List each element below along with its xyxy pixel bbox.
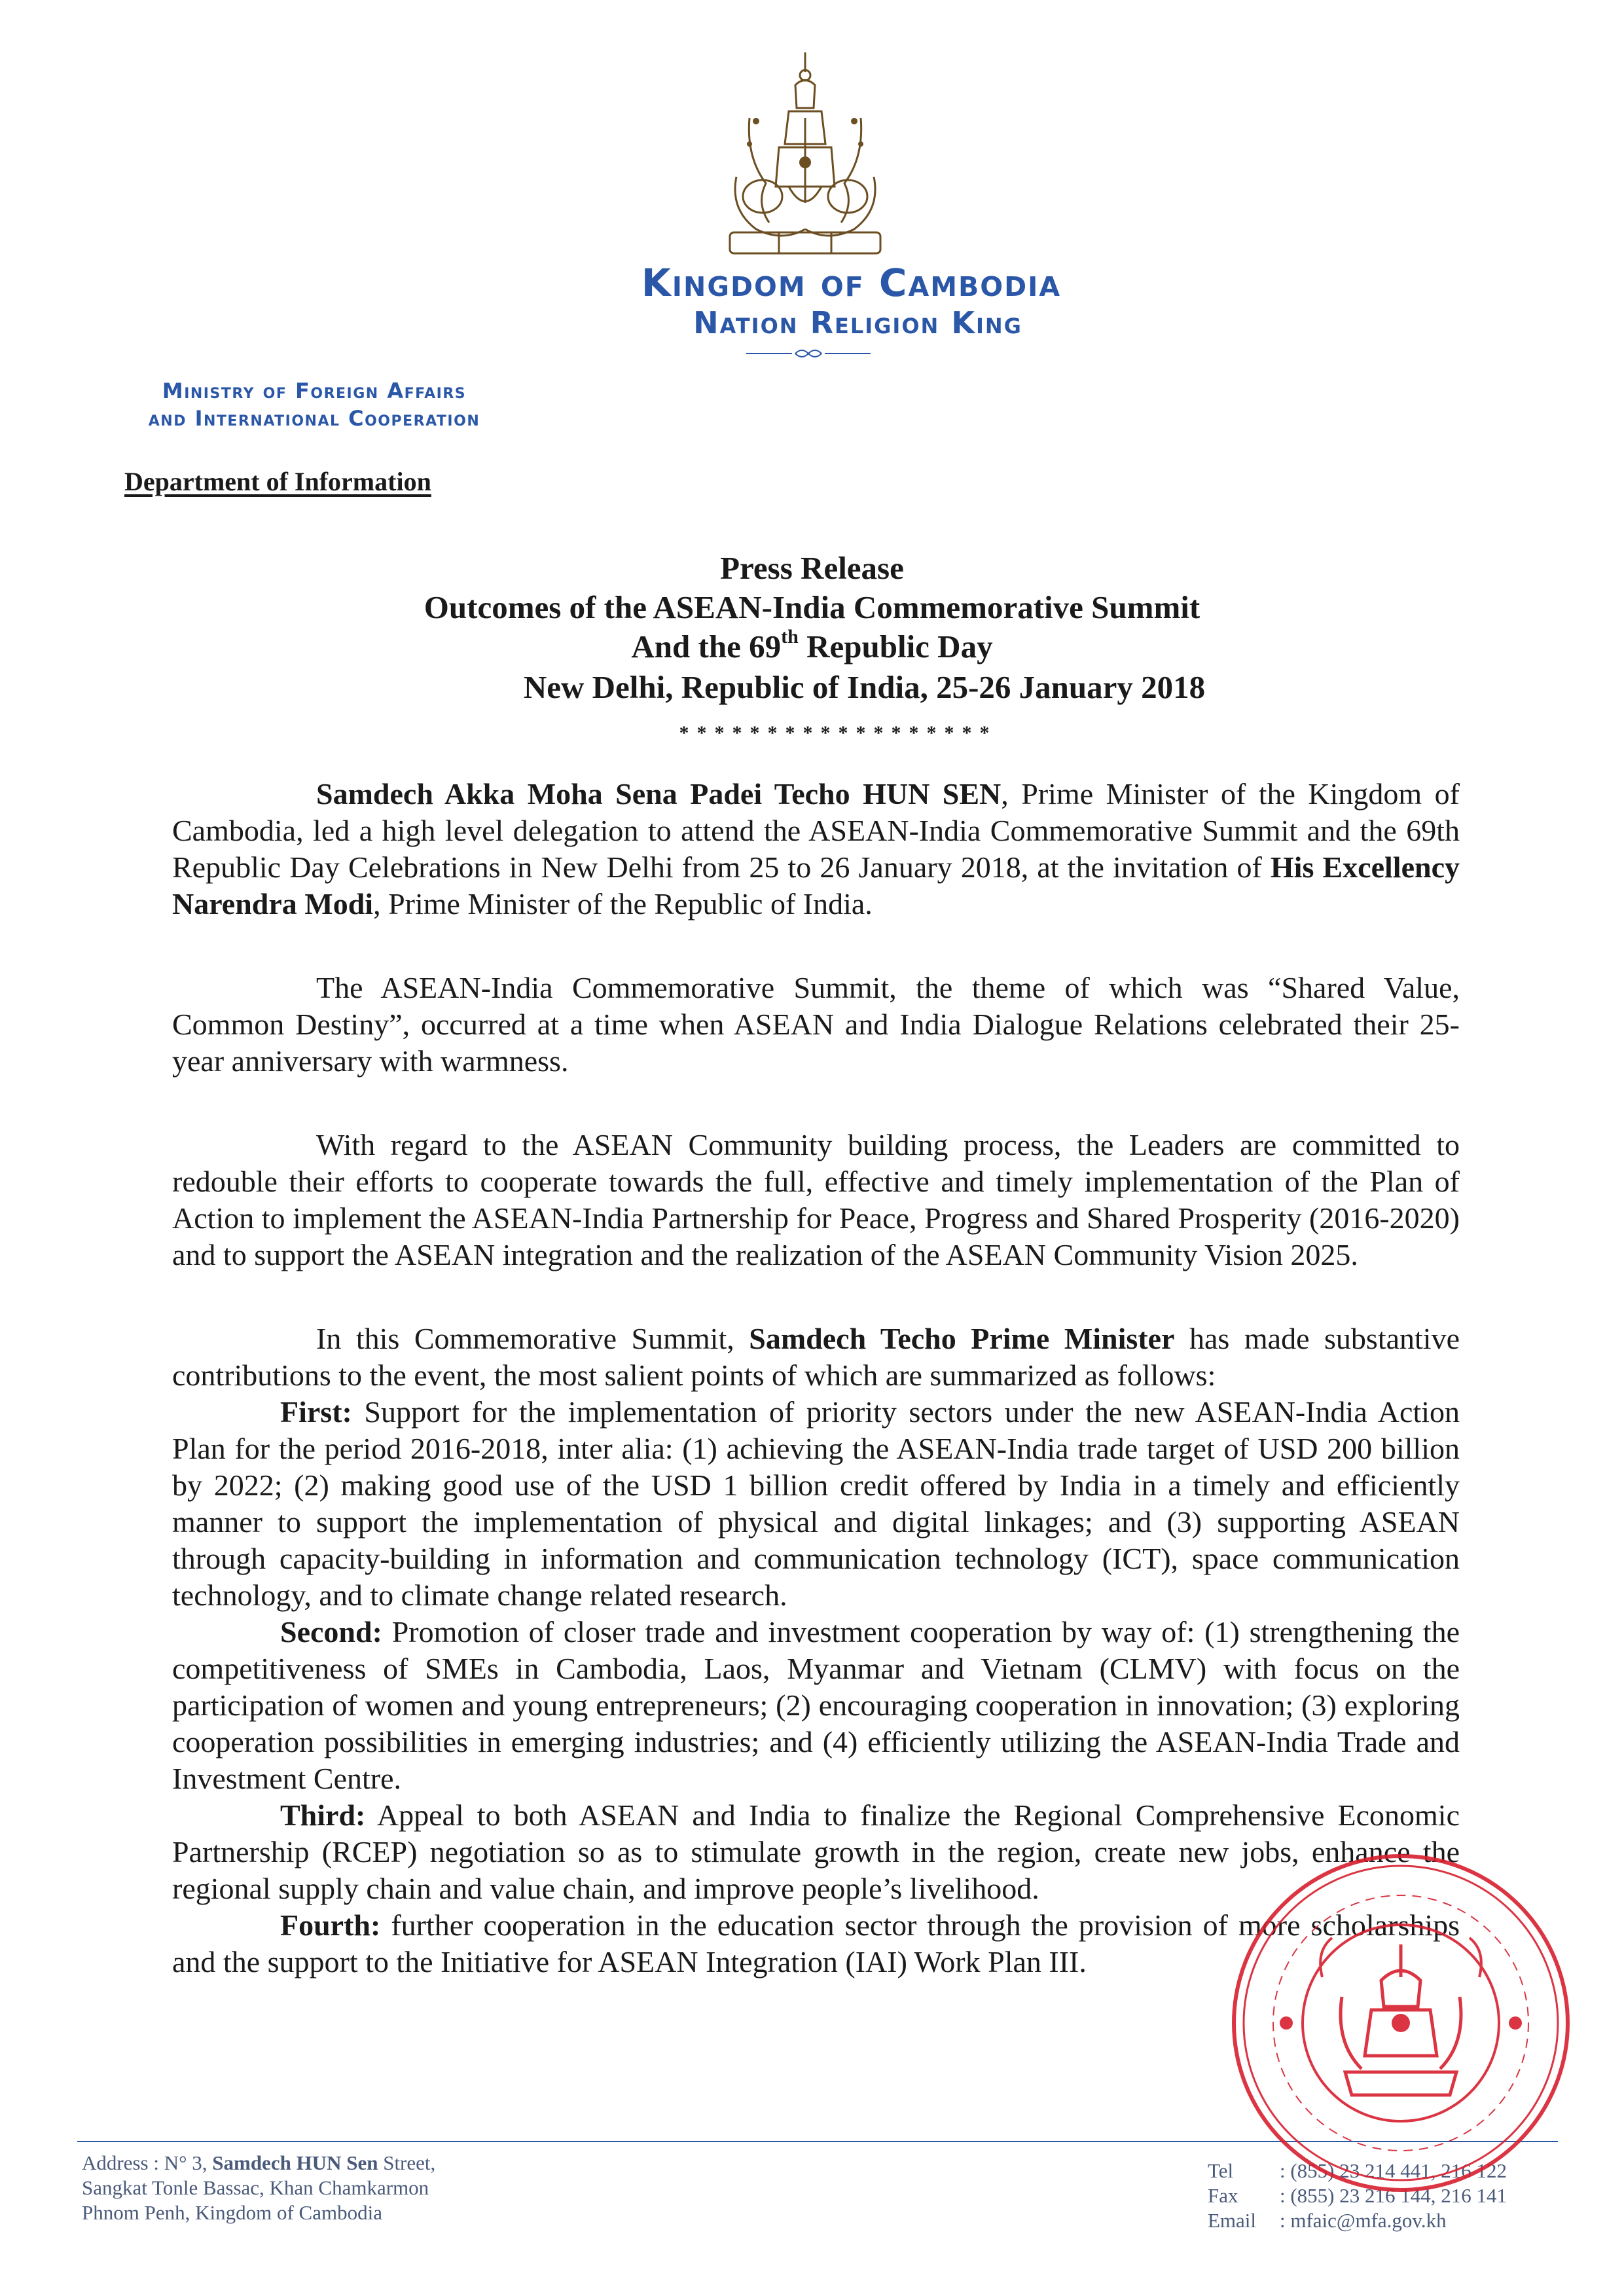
press-release-location-date: New Delhi, Republic of India, 25-26 January 2018 — [523, 669, 1206, 705]
title-line3-post: Republic Day — [798, 629, 993, 665]
point-second-text: Promotion of closer trade and investment cooperation by way of: (1) strengthening the competitiveness of SMEs in Cambodia, Laos, Myanmar and Vietnam (CLMV) with focus on the participation of women and young entrepreneurs; (2) encouraging cooperation in innovation; (3) exploring cooperation possibilities in emerging industries; and (4) efficiently utilizing the ASEAN-India Trade and Investment Centre. — [172, 1615, 1460, 1795]
point-fourth-label: Fourth: — [280, 1908, 381, 1942]
paragraph-4-text-b: has made substantive contributions to the event, the most salient points of which are summarized as follows: — [172, 1322, 1460, 1392]
title-star-separator: ****************** — [679, 722, 998, 744]
title-line3-sup: th — [781, 626, 799, 647]
paragraph-2: The ASEAN-India Commemorative Summit, the theme of which was “Shared Value, Common Destiny”, occurred at a time when ASEAN and India Dialogue Relations celebrated their 25-year anniversary with warmness. — [172, 971, 1460, 1078]
fax-value: : (855) 23 216 144, 216 141 — [1280, 2184, 1507, 2207]
official-ministry-seal-stamp — [1224, 1846, 1578, 2200]
fax-label: Fax — [1208, 2184, 1238, 2207]
address-suffix: Street, — [378, 2151, 436, 2174]
point-first-label: First: — [280, 1395, 352, 1429]
ministry-name-line2: and International Cooperation — [148, 406, 480, 431]
footer-address — [82, 2151, 671, 2225]
point-second-label: Second: — [280, 1615, 382, 1649]
address-prefix: Address : N° 3, — [82, 2151, 213, 2174]
email-value: : mfaic@mfa.gov.kh — [1280, 2209, 1447, 2232]
tel-label: Tel — [1208, 2159, 1234, 2182]
department-label: Department of Information — [124, 467, 431, 496]
address-line-1 — [82, 2151, 671, 2176]
title-line3-pre: And the 69 — [631, 629, 782, 665]
paragraph-1-text-b: , Prime Minister of the Republic of India. — [373, 887, 873, 920]
royal-coat-of-arms-emblem — [710, 46, 900, 262]
contact-email-row — [1208, 2208, 1574, 2233]
press-release-title: Press Release — [720, 550, 904, 586]
national-motto-heading: Nation Religion King — [693, 305, 1022, 340]
point-second — [172, 1614, 1460, 1797]
press-release-subtitle: Outcomes of the ASEAN-India Commemorative Summit — [424, 589, 1200, 625]
address-street-name: Samdech HUN Sen — [212, 2151, 378, 2174]
press-release-subtitle-2 — [0, 627, 1624, 666]
point-fourth-text: further cooperation in the education sector through the provision of more scholarships and the support to the Initiative for ASEAN Integration (IAI) Work Plan III. — [172, 1908, 1460, 1978]
press-release-body — [172, 776, 1460, 1980]
pm-name: Samdech Akka Moha Sena Padei Techo HUN SEN — [316, 777, 1001, 811]
point-third-text: Appeal to both ASEAN and India to finalize the Regional Comprehensive Economic Partnership (RCEP) negotiation so as to stimulate growth in the region, create new jobs, enhance the regional supply chain and value chain, and improve people’s livelihood. — [172, 1798, 1460, 1905]
paragraph-4-text-a: In this Commemorative Summit, — [316, 1322, 749, 1355]
paragraph-1-text-a: , Prime Minister of the Kingdom of Cambodia, led a high level delegation to attend the ASEAN-India Commemorative Summit and the 69th Republic Day Celebrations in New Delhi from 25 to 26 January 2018, at the invitation of — [172, 777, 1460, 884]
paragraph-4 — [172, 1321, 1460, 1394]
ministry-name-line1: Ministry of Foreign Affairs — [162, 378, 467, 403]
email-label: Email — [1208, 2209, 1257, 2232]
paragraph-4-bold: Samdech Techo Prime Minister — [749, 1322, 1175, 1355]
address-line-3: Phnom Penh, Kingdom of Cambodia — [82, 2201, 382, 2224]
tel-value: : (855) 23 214 441, 216 122 — [1280, 2159, 1507, 2182]
country-name-heading: Kingdom of Cambodia — [641, 261, 1062, 305]
paragraph-1 — [172, 776, 1460, 922]
address-line-2: Sangkat Tonle Bassac, Khan Chamkarmon — [82, 2176, 429, 2199]
paragraph-3: With regard to the ASEAN Community building process, the Leaders are committed to redouble their efforts to cooperate towards the full, effective and timely implementation of the Plan of Action to implement the ASEAN-India Partnership for Peace, Progress and Shared Prosperity (2016-2020) and to support the ASEAN integration and the realization of the ASEAN Community Vision 2025. — [172, 1128, 1460, 1271]
point-first — [172, 1394, 1460, 1614]
point-first-text: Support for the implementation of priority sectors under the new ASEAN-India Action Plan for the period 2016-2018, inter alia: (1) achieving the ASEAN-India trade target of USD 200 billion by 2022; (2) making good use of the USD 1 billion credit offered by India in a timely and efficiently manner to support the implementation of physical and digital linkages; and (3) supporting ASEAN through capacity-building in information and communication technology (ICT), space communication technology, and to climate change related research. — [172, 1395, 1460, 1612]
indian-pm-name: His Excellency Narendra Modi — [172, 850, 1460, 920]
ornament-divider — [740, 346, 877, 361]
point-third-label: Third: — [280, 1798, 366, 1832]
